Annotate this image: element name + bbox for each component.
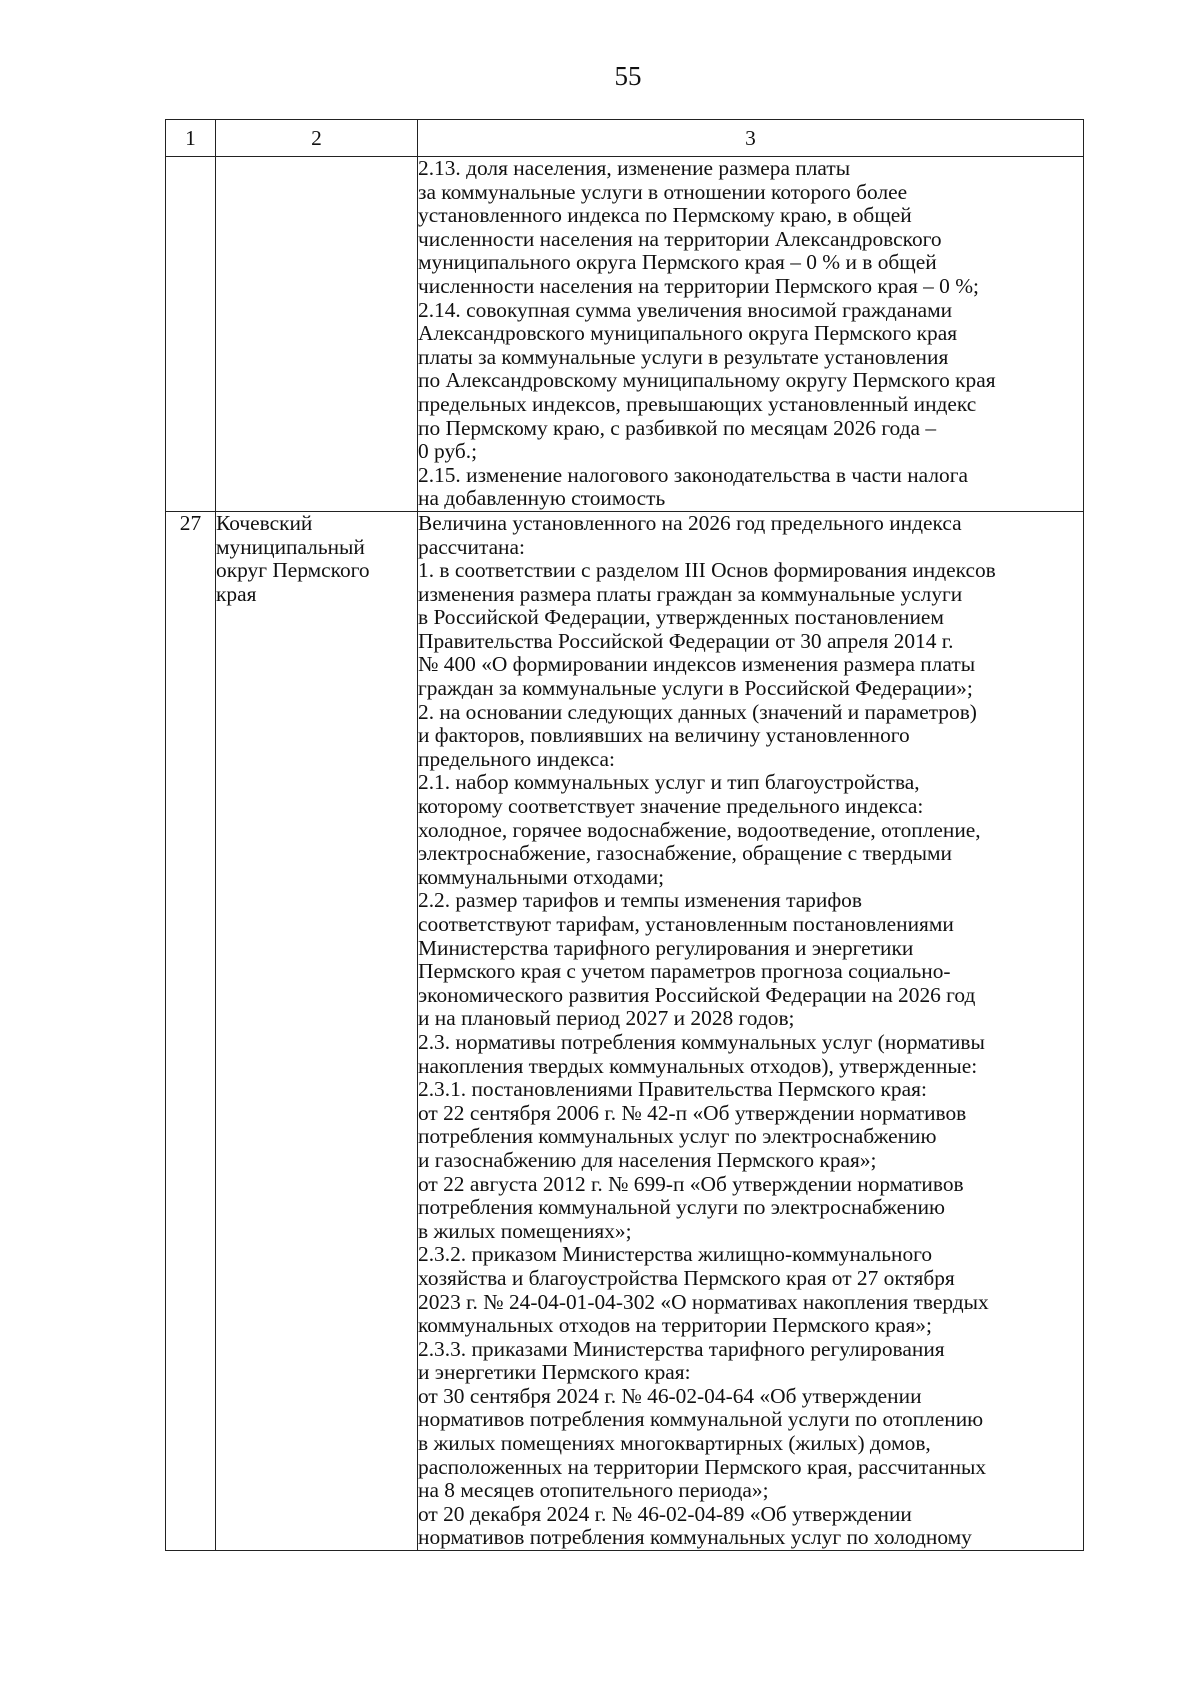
row-number-cell: 27 [166, 511, 216, 1550]
municipality-name-line: края [216, 581, 257, 606]
justification-text-line: изменения размера платы граждан за коммунальные услуги [418, 581, 963, 606]
justification-text-line: коммунальными отходами; [418, 864, 665, 889]
justification-text-line: 2.14. совокупная сумма увеличения вносимой гражданами [418, 297, 953, 322]
municipality-name-line: округ Пермского [216, 558, 370, 583]
justification-text-line: на 8 месяцев отопительного периода»; [418, 1478, 769, 1503]
justification-text-line: 0 руб.; [418, 439, 478, 464]
justification-text-line: от 22 сентября 2006 г. № 42-п «Об утверждении нормативов [418, 1100, 967, 1125]
justification-text-line: 1. в соответствии с разделом III Основ формирования индексов [418, 558, 996, 583]
justification-text-line: от 30 сентября 2024 г. № 46-02-04-64 «Об утверждении [418, 1383, 922, 1408]
justification-text-line: численности населения на территории Александровского [418, 226, 942, 251]
justification-text-line: нормативов потребления коммунальной услуги по отоплению [418, 1407, 984, 1432]
table-row [166, 157, 1084, 512]
justification-text-line: и факторов, повлиявших на величину установленного [418, 723, 910, 748]
justification-text-line: по Пермскому краю, с разбивкой по месяцам 2026 года – [418, 415, 937, 440]
justification-text-line: по Александровскому муниципальному округу Пермского края [418, 368, 996, 393]
justification-text-line: Величина установленного на 2026 год предельного индекса [418, 510, 962, 535]
justification-text-line: численности населения на территории Пермского края – 0 %; [418, 273, 979, 298]
justification-text-line: электроснабжение, газоснабжение, обращение с твердыми [418, 841, 952, 866]
justification-text-line: на добавленную стоимость [418, 486, 666, 511]
municipality-name-line: муниципальный [216, 534, 365, 559]
justification-text-line: 2.1. набор коммунальных услуг и тип благоустройства, [418, 770, 920, 795]
justification-text-line: 2.3. нормативы потребления коммунальных услуг (нормативы [418, 1029, 985, 1054]
page-number: 55 [614, 61, 642, 91]
justification-text-line: установленного индекса по Пермскому краю, в общей [418, 203, 912, 228]
justification-text-line: за коммунальные услуги в отношении которого более [418, 179, 908, 204]
justification-text-line: нормативов потребления коммунальных услуг по холодному [418, 1525, 972, 1550]
justification-text-line: предельных индексов, превышающих установленный индекс [418, 391, 977, 416]
justification-text-line: и газоснабжению для населения Пермского края»; [418, 1147, 877, 1172]
justification-text-line: от 22 августа 2012 г. № 699-п «Об утверждении нормативов [418, 1171, 964, 1196]
justification-text-line: которому соответствует значение предельного индекса: [418, 794, 924, 819]
justification-text-line: 2.3.3. приказами Министерства тарифного регулирования [418, 1336, 945, 1361]
row-number-cell [166, 157, 216, 512]
justification-text-line: граждан за коммунальные услуги в Российской Федерации»; [418, 676, 973, 701]
municipality-name-cell [216, 157, 418, 512]
justification-text-line: 2023 г. № 24-04-01-04-302 «О нормативах накопления твердых [418, 1289, 989, 1314]
justification-text-cell [418, 511, 1084, 1550]
justification-text-line: в Российской Федерации, утвержденных постановлением [418, 605, 944, 630]
justification-text-line: 2.2. размер тарифов и темпы изменения тарифов [418, 888, 862, 913]
justification-text-line: Министерства тарифного регулирования и энергетики [418, 935, 914, 960]
justification-text-line: и энергетики Пермского края: [418, 1360, 691, 1385]
justification-text-line: № 400 «О формировании индексов изменения размера платы [418, 652, 976, 677]
justification-text-line: Александровского муниципального округа Пермского края [418, 321, 958, 346]
justification-text-line: 2. на основании следующих данных (значений и параметров) [418, 699, 977, 724]
justification-text-line: 2.15. изменение налогового законодательства в части налога [418, 462, 968, 487]
column-header-2: 2 [216, 120, 418, 157]
justification-text-line: от 20 декабря 2024 г. № 46-02-04-89 «Об утверждении [418, 1501, 912, 1526]
justification-text-line: 2.13. доля населения, изменение размера платы [418, 156, 851, 180]
justification-text-line: Правительства Российской Федерации от 30 апреля 2014 г. [418, 628, 954, 653]
indices-table [165, 119, 1084, 1551]
justification-text-line: коммунальных отходов на территории Пермского края»; [418, 1313, 932, 1338]
justification-text-line: в жилых помещениях»; [418, 1218, 632, 1243]
justification-text-line: платы за коммунальные услуги в результате установления [418, 344, 949, 369]
justification-text-line: потребления коммунальных услуг по электроснабжению [418, 1124, 937, 1149]
justification-text-line: в жилых помещениях многоквартирных (жилых) домов, [418, 1431, 931, 1456]
justification-text-line: соответствуют тарифам, установленным постановлениями [418, 912, 954, 936]
column-header-3: 3 [418, 120, 1084, 157]
justification-text-cell [418, 157, 1084, 512]
justification-text-line: накопления твердых коммунальных отходов), утвержденные: [418, 1053, 978, 1078]
municipality-name-cell [216, 511, 418, 1550]
justification-text-line: расположенных на территории Пермского края, рассчитанных [418, 1454, 987, 1479]
justification-text-line: 2.3.1. постановлениями Правительства Пермского края: [418, 1077, 927, 1102]
justification-text-line: Пермского края с учетом параметров прогноза социально- [418, 959, 951, 984]
justification-text-line: рассчитана: [418, 534, 525, 559]
justification-text-line: муниципального округа Пермского края – 0 % и в общей [418, 250, 937, 275]
table-header-row [166, 120, 1084, 157]
justification-text-line: потребления коммунальной услуги по электроснабжению [418, 1195, 945, 1220]
column-header-1: 1 [166, 120, 216, 157]
justification-text-line: предельного индекса: [418, 746, 615, 771]
justification-text-line: холодное, горячее водоснабжение, водоотведение, отопление, [418, 817, 981, 842]
municipality-name-line: Кочевский [216, 510, 313, 535]
table-row [166, 511, 1084, 1550]
justification-text-line: экономического развития Российской Федерации на 2026 год [418, 982, 976, 1007]
justification-text-line: и на плановый период 2027 и 2028 годов; [418, 1006, 795, 1031]
justification-text-line: 2.3.2. приказом Министерства жилищно-коммунального [418, 1242, 933, 1267]
justification-text-line: хозяйства и благоустройства Пермского края от 27 октября [418, 1265, 955, 1290]
